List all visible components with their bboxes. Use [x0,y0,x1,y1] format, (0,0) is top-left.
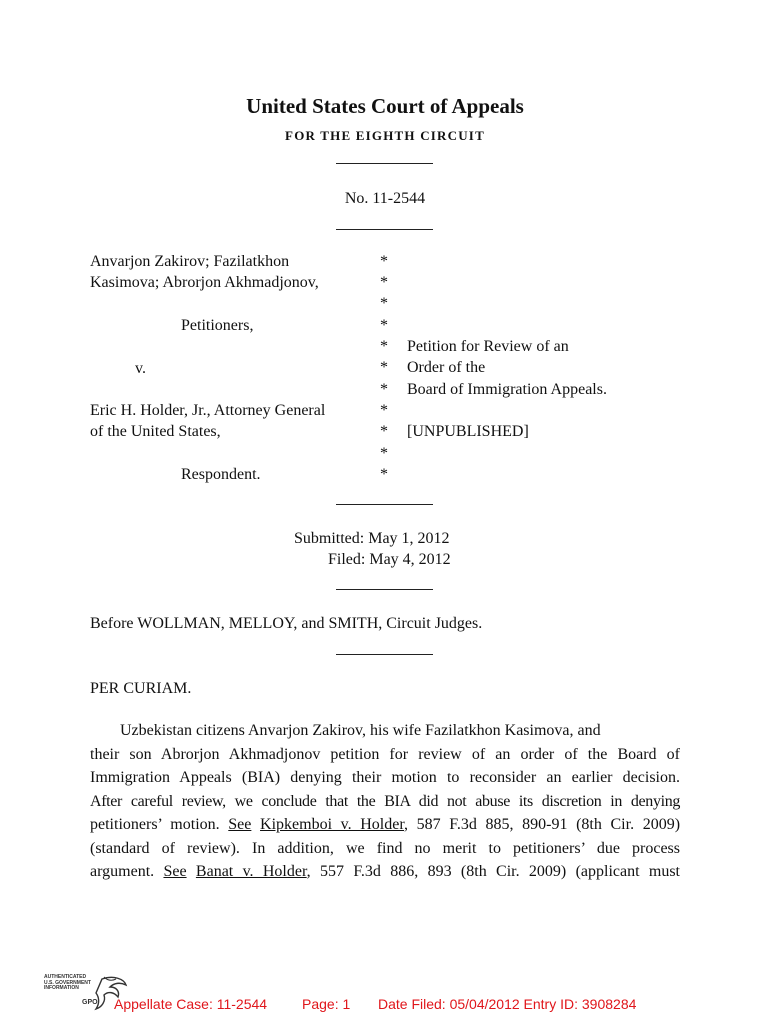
case-citation: Kipkemboi v. Holder [260,816,405,833]
versus: v. [135,360,146,377]
body-line [90,860,680,884]
unpublished-label: [UNPUBLISHED] [407,423,529,440]
review-description-line3: Board of Immigration Appeals. [407,381,607,398]
body-line: After careful review, we conclude that the BIA did not abuse its discretion in denying [90,792,680,810]
divider-rule [336,504,433,505]
review-description-line1: Petition for Review of an [407,338,569,355]
caption-star: * [380,402,388,419]
respondent-name-line2: of the United States, [90,423,221,440]
gpo-seal-line: U.S. GOVERNMENT [44,979,91,986]
caption-star: * [380,253,388,270]
divider-rule [336,654,433,655]
judges-line: Before WOLLMAN, MELLOY, and SMITH, Circuit Judges. [90,615,483,632]
opinion-body [90,719,680,884]
court-title: United States Court of Appeals [246,94,524,118]
filed-date: Filed: May 4, 2012 [328,551,451,568]
caption-star: * [380,359,388,376]
divider-rule [336,589,433,590]
caption-star: * [380,466,388,483]
body-line: Uzbekistan citizens Anvarjon Zakirov, his wife Fazilatkhon Kasimova, and [120,722,601,739]
gpo-seal-line: INFORMATION [44,985,79,991]
petitioners-names-line1: Anvarjon Zakirov; Fazilatkhon [90,253,290,270]
footer-filed: Date Filed: 05/04/2012 Entry ID: 3908284 [378,996,637,1012]
body-line: (standard of review). In addition, we find no merit to petitioners’ due process [90,839,680,857]
per-curiam-heading: PER CURIAM. [90,680,192,697]
body-text: argument. [90,863,164,880]
caption-star: * [380,317,388,334]
respondent-name-line1: Eric H. Holder, Jr., Attorney General [90,402,326,419]
footer-page: Page: 1 [302,996,351,1012]
body-line: their son Abrorjon Akhmadjonov petition for review of an order of the Board of [90,745,680,763]
signal-see: See [163,863,187,880]
case-number: No. 11-2544 [344,190,426,207]
submitted-date: Submitted: May 1, 2012 [294,530,450,547]
divider-rule [336,229,433,230]
caption-star: * [380,381,388,398]
gpo-mark: GPO [82,999,98,1006]
petitioners-names-line2: Kasimova; Abrorjon Akhmadjonov, [90,274,319,291]
body-text: , 587 F.3d 885, 890-91 (8th Cir. 2009) [404,816,681,833]
body-text: , 557 F.3d 886, 893 (8th Cir. 2009) (applicant must [306,863,680,880]
body-text: petitioners’ motion. [90,816,229,833]
circuit-subtitle: FOR THE EIGHTH CIRCUIT [285,128,485,143]
body-line [90,813,680,837]
review-description-line2: Order of the [407,359,486,376]
gpo-seal-line: AUTHENTICATED [44,974,87,980]
caption-star: * [380,295,388,312]
respondent-role: Respondent. [181,466,261,483]
petitioners-role: Petitioners, [181,317,254,334]
caption-star: * [380,338,388,355]
caption-star: * [380,274,388,291]
body-line: Immigration Appeals (BIA) denying their motion to reconsider an earlier decision. [90,769,680,786]
footer-case: Appellate Case: 11-2544 [114,996,268,1012]
case-citation: Banat v. Holder [195,863,307,880]
caption-star: * [380,423,388,440]
signal-see: See [228,816,252,833]
caption-star: * [380,445,388,462]
divider-rule [336,163,433,164]
